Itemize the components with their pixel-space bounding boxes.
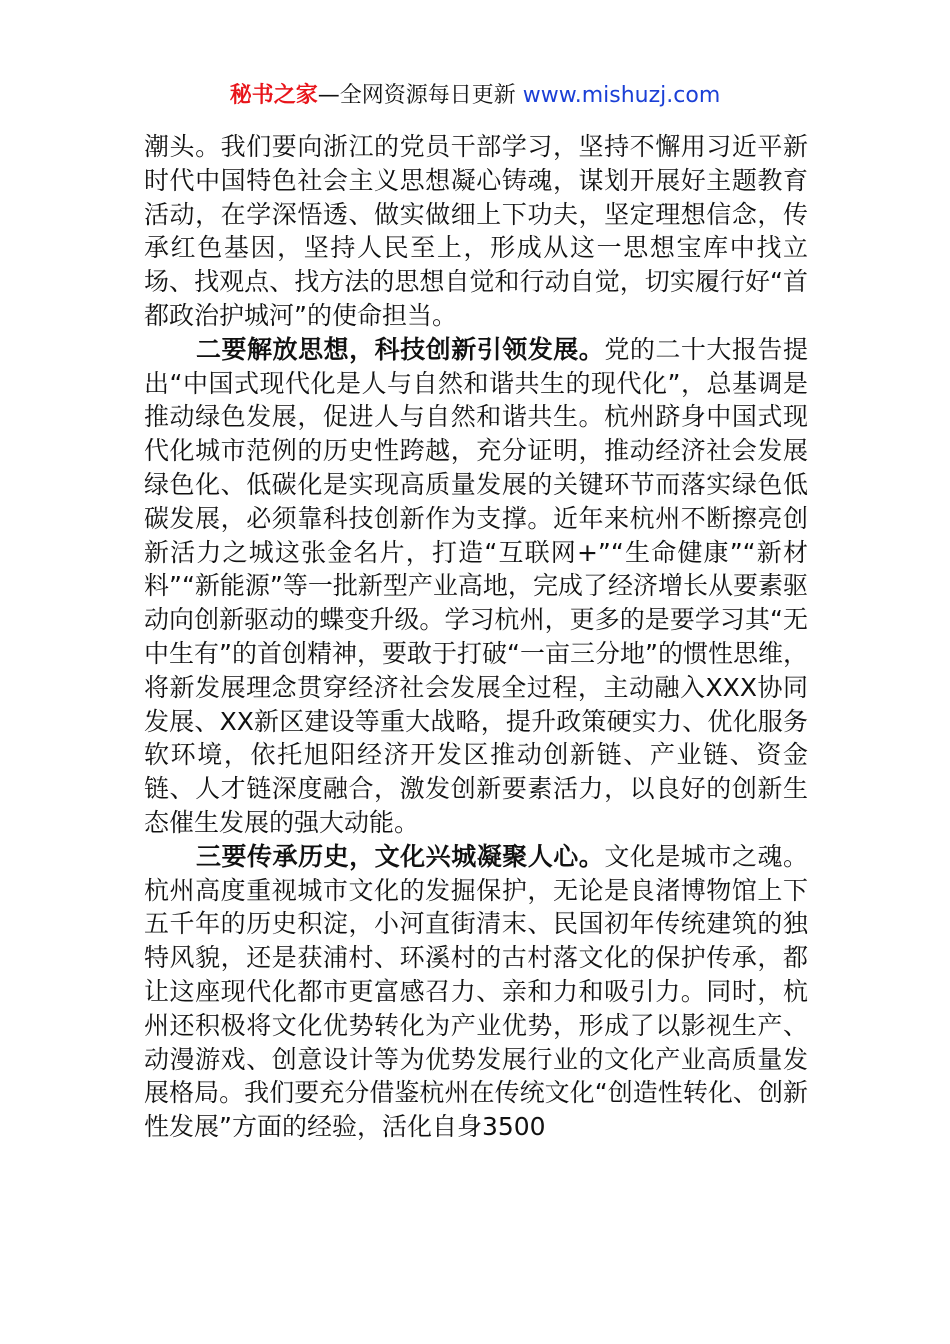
paragraph-2-text: 党的二十大报告提出“中国式现代化是人与自然和谐共生的现代化”，总基调是推动绿色发展，促进人与自然和谐共生。杭州跻身中国式现代化城市范例的历史性跨越，充分证明，推动经济社会发展绿色化、低碳化是实现高质量发展的关键环节而落实绿色低碳发展，必须靠科技创新作为支撑。近年来杭州不断擦亮创新活力之城这张金名片，打造“互联网+”“生命健康”“新材料”“新能源”等一批新型产业高地，完成了经济增长从要素驱动向创新驱动的蝶变升级。学习杭州，更多的是要学习其“无中生有”的首创精神，要敢于打破“一亩三分地”的惯性思维，将新发展理念贯穿经济社会发展全过程，主动融入XXX协同发展、XX新区建设等重大战略，提升政策硬实力、优化服务软环境，依托旭阳经济开发区推动创新链、产业链、资金链、人才链深度融合，激发创新要素活力，以良好的创新生态催生发展的强大动能。 [144, 334, 808, 837]
page-header [0, 80, 950, 112]
document-body [144, 130, 808, 1144]
website-link[interactable]: www.mishuzj.com [515, 83, 721, 108]
paragraph-2-heading: 二要解放思想，科技创新引领发展。 [196, 334, 605, 364]
header-tagline: —全网资源每日更新 [317, 83, 516, 108]
paragraph-1: 潮头。我们要向浙江的党员干部学习，坚持不懈用习近平新时代中国特色社会主义思想凝心铸魂，谋划开展好主题教育活动，在学深悟透、做实做细上下功夫，坚定理想信念，传承红色基因，坚持人民至上，形成从这一思想宝库中找立场、找观点、找方法的思想自觉和行动自觉，切实履行好“首都政治护城河”的使命担当。 [144, 132, 808, 330]
brand-name: 秘书之家 [229, 83, 318, 108]
paragraph-3-heading: 三要传承历史，文化兴城凝聚人心。 [196, 841, 605, 871]
paragraph-2 [144, 333, 808, 840]
paragraph-3-text: 文化是城市之魂。杭州高度重视城市文化的发掘保护，无论是良渚博物馆上下五千年的历史积淀，小河直街清末、民国初年传统建筑的独特风貌，还是获浦村、环溪村的古村落文化的保护传承，都让这座现代化都市更富感召力、亲和力和吸引力。同时，杭州还积极将文化优势转化为产业优势，形成了以影视生产、动漫游戏、创意设计等为优势发展行业的文化产业高质量发展格局。我们要充分借鉴杭州在传统文化“创造性转化、创新性发展”方面的经验，活化自身3500 [144, 841, 808, 1142]
paragraph-3 [144, 840, 808, 1144]
